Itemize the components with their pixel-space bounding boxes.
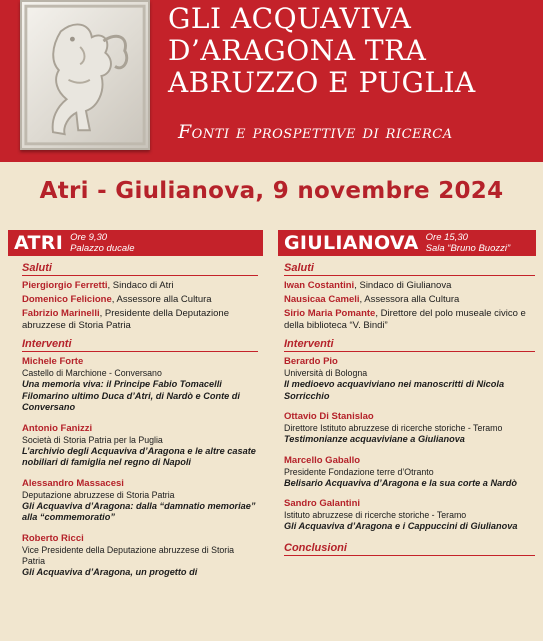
- atri-banner: [8, 230, 263, 256]
- section-heading: Interventi: [22, 338, 258, 352]
- speaker-affiliation: Società di Storia Patria per la Puglia: [22, 434, 163, 445]
- saluti-section: [284, 262, 535, 332]
- session-time-place: [70, 232, 134, 254]
- talk-item: [284, 498, 535, 533]
- talk-title: L’archivio degli Acquaviva d’Aragona e le altre casate nobiliari di famiglia nel regno di Napoli: [22, 445, 256, 467]
- talk-item: [284, 455, 535, 490]
- talk-title: Una memoria viva: il Principe Fabio Tomacelli Filomarino ultimo Duca d’Atri, di Nardò e Conte di Conversano: [22, 379, 240, 412]
- event-title: [168, 3, 538, 99]
- session-time: Ore 15,30: [425, 232, 468, 243]
- speaker-affiliation: Castello di Marchione - Conversano: [22, 368, 162, 378]
- saluti-entry: [22, 308, 258, 332]
- section-heading: Interventi: [284, 338, 535, 352]
- saluti-section: [22, 262, 258, 332]
- person-role: , Assessore alla Cultura: [111, 294, 212, 305]
- header-banner: [0, 0, 543, 162]
- talk-title: Gli Acquaviva d’Aragona: dalla “damnatio memoriae” alla “commemoratio”: [22, 500, 256, 522]
- speaker-affiliation: Vice Presidente della Deputazione abruzzese di Storia Patria: [22, 544, 235, 566]
- conclusioni-section: [284, 542, 535, 556]
- talk-title: Il medioevo acquaviviano nei manoscritti di Nicola Sorricchio: [284, 379, 505, 401]
- city-name: ATRI: [14, 232, 64, 254]
- person-role: , Direttore del polo museale civico e della biblioteca “V. Bindi”: [284, 308, 526, 331]
- talk-item: [284, 356, 535, 402]
- talk-item: [22, 423, 258, 469]
- event-dateline: Atri - Giulianova, 9 novembre 2024: [39, 178, 504, 204]
- talk-title: Gli Acquaviva d’Aragona, un progetto di: [22, 566, 198, 577]
- talk-title: Gli Acquaviva d’Aragona e i Cappuccini di Giulianova: [284, 521, 518, 531]
- giulianova-banner: [278, 230, 536, 256]
- speaker-name: Antonio Fanizzi: [22, 422, 93, 434]
- person-name: Sirio Maria Pomante: [284, 308, 376, 319]
- speaker-name: Ottavio Di Stanislao: [284, 411, 374, 422]
- speaker-affiliation: Deputazione abruzzese di Storia Patria: [22, 489, 175, 500]
- title-line: ABRUZZO E PUGLIA: [168, 66, 476, 99]
- speaker-affiliation: Istituto abruzzese di ricerche storiche - Teramo: [284, 510, 467, 520]
- person-name: Piergiorgio Ferretti: [22, 280, 108, 291]
- talk-title: Testimonianze acquaviviane a Giulianova: [284, 434, 465, 444]
- speaker-affiliation: Università di Bologna: [284, 368, 368, 378]
- session-place: Palazzo ducale: [70, 243, 135, 254]
- heraldic-lion-relief: [20, 0, 150, 150]
- person-role: , Assessora alla Cultura: [359, 294, 460, 305]
- speaker-name: Marcello Gaballo: [284, 454, 361, 466]
- speaker-name: Sandro Galantini: [284, 498, 361, 509]
- saluti-entry: [22, 294, 258, 306]
- session-time-place: [426, 232, 510, 254]
- section-heading: Saluti: [22, 262, 258, 276]
- title-line: D’ARAGONA TRA: [168, 34, 427, 67]
- talk-title: Belisario Acquaviva d’Aragona e la sua corte a Nardò: [284, 477, 518, 488]
- speaker-name: Michele Forte: [22, 356, 84, 367]
- person-name: Fabrizio Marinelli: [22, 308, 100, 319]
- speaker-affiliation: Direttore Istituto abruzzese di ricerche storiche - Teramo: [284, 423, 503, 433]
- lion-relief-icon: [22, 2, 148, 148]
- session-time: Ore 9,30: [70, 232, 108, 243]
- person-name: Iwan Costantini: [284, 280, 355, 291]
- saluti-entry: [284, 308, 535, 332]
- event-subtitle: Fonti e prospettive di ricerca: [178, 121, 453, 143]
- interventi-section: [22, 338, 258, 578]
- person-role: , Presidente della Deputazione abruzzese di Storia Patria: [22, 308, 230, 331]
- session-place: Sala “Bruno Buozzi”: [425, 243, 511, 254]
- saluti-entry: [284, 294, 535, 306]
- talk-item: [22, 356, 258, 414]
- title-line: GLI ACQUAVIVA: [168, 2, 412, 35]
- saluti-entry: [22, 280, 258, 292]
- person-name: Nausicaa Cameli: [284, 294, 360, 305]
- person-role: , Sindaco di Atri: [107, 280, 174, 291]
- speaker-affiliation: Presidente Fondazione terre d’Otranto: [284, 466, 434, 477]
- giulianova-column: [278, 230, 543, 560]
- city-name: GIULIANOVA: [284, 232, 419, 254]
- saluti-entry: [284, 280, 535, 292]
- speaker-name: Alessandro Massacesi: [22, 477, 124, 489]
- talk-item: [22, 533, 258, 579]
- speaker-name: Roberto Ricci: [22, 532, 84, 544]
- person-name: Domenico Felicione: [22, 294, 112, 305]
- atri-column: [0, 230, 272, 587]
- section-heading: Conclusioni: [284, 542, 535, 556]
- speaker-name: Berardo Pio: [284, 356, 338, 367]
- interventi-section: [284, 338, 535, 533]
- talk-item: [22, 478, 258, 524]
- section-heading: Saluti: [284, 262, 535, 276]
- person-role: , Sindaco di Giulianova: [354, 280, 452, 291]
- talk-item: [284, 411, 535, 446]
